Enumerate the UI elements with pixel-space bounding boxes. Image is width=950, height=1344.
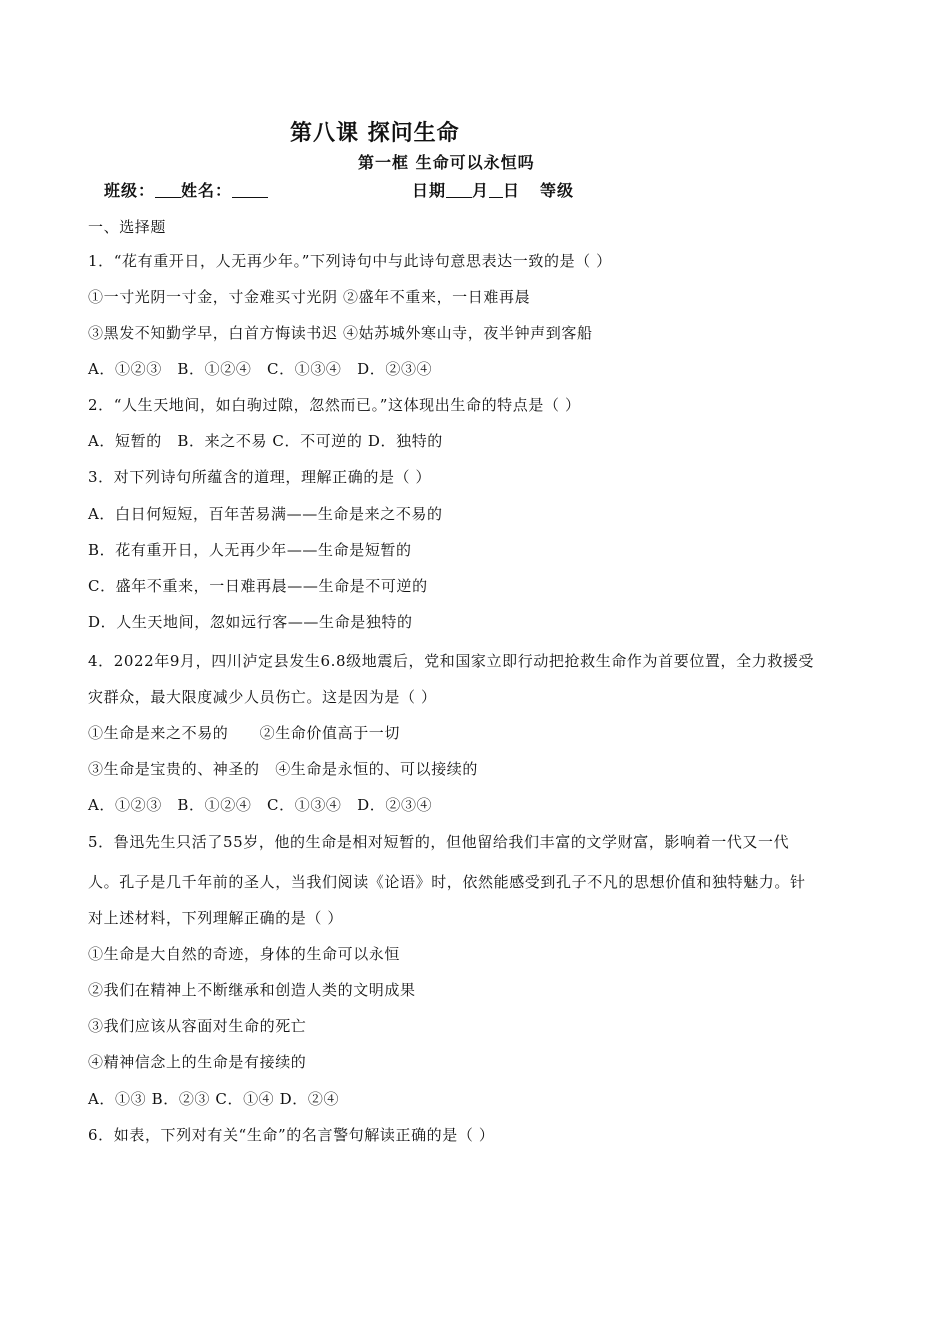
page-title: 第八课 探问生命: [290, 120, 460, 146]
question-1-statements-b: ③黑发不知勤学早，白首方悔读书迟 ④姑苏城外寒山寺，夜半钟声到客船: [88, 324, 593, 342]
date-label: 日期: [412, 181, 447, 200]
question-4-statements-b: ③生命是宝贵的、神圣的 ④生命是永恒的、可以接续的: [88, 760, 479, 778]
question-3-option-c: C．盛年不重来，一日难再晨——生命是不可逆的: [88, 577, 428, 595]
question-4-line-1: 4．2022年9月，四川泸定县发生6.8级地震后，党和国家立即行动把抢救生命作为首要位置，全力救援受: [88, 652, 815, 670]
day-label: 日: [503, 181, 521, 200]
question-3-option-d: D．人生天地间，忽如远行客——生命是独特的: [88, 613, 413, 631]
day-blank[interactable]: [489, 183, 503, 198]
month-blank[interactable]: [446, 183, 472, 198]
page-subtitle: 第一框 生命可以永恒吗: [358, 153, 535, 172]
question-1-options: A．①②③ B．①②④ C．①③④ D．②③④: [88, 360, 433, 378]
grade-label: 等级: [540, 181, 575, 200]
question-3: 3．对下列诗句所蕴含的道理，理解正确的是（ ）: [88, 468, 432, 486]
name-label: 姓名：: [181, 181, 233, 200]
question-5-statement-4: ④精神信念上的生命是有接续的: [88, 1053, 307, 1071]
question-3-option-b: B．花有重开日，人无再少年——生命是短暂的: [88, 541, 412, 559]
question-1-statements-a: ①一寸光阴一寸金，寸金难买寸光阴 ②盛年不重来，一日难再晨: [88, 288, 531, 306]
question-4-statements-a: ①生命是来之不易的 ②生命价值高于一切: [88, 724, 401, 742]
month-label: 月: [472, 181, 490, 200]
question-5-line-2: 人。孔子是几千年前的圣人，当我们阅读《论语》时，依然能感受到孔子不凡的思想价值和独特魅力。针: [88, 873, 806, 891]
class-label: 班级：: [104, 181, 156, 200]
question-6: 6．如表，下列对有关“生命”的名言警句解读正确的是（ ）: [88, 1126, 495, 1144]
question-4-options: A．①②③ B．①②④ C．①③④ D．②③④: [88, 796, 433, 814]
name-blank[interactable]: [232, 183, 268, 198]
section-heading: 一、选择题: [88, 218, 167, 236]
question-2-options: A．短暂的 B．来之不易 C．不可逆的 D．独特的: [88, 432, 443, 450]
class-blank[interactable]: [155, 183, 181, 198]
question-5-line-3: 对上述材料，下列理解正确的是（ ）: [88, 909, 343, 927]
question-5-line-1: 5．鲁迅先生只活了55岁，他的生命是相对短暂的，但他留给我们丰富的文学财富，影响着一代又一代: [88, 833, 790, 851]
question-4-line-2: 灾群众，最大限度减少人员伤亡。这是因为是（ ）: [88, 688, 437, 706]
date-grade-info: [412, 178, 574, 201]
question-3-option-a: A．白日何短短，百年苦易满——生命是来之不易的: [88, 505, 443, 523]
question-5-statement-2: ②我们在精神上不断继承和创造人类的文明成果: [88, 981, 416, 999]
student-info: [104, 178, 268, 201]
question-5-statement-3: ③我们应该从容面对生命的死亡: [88, 1017, 307, 1035]
question-5-statement-1: ①生命是大自然的奇迹，身体的生命可以永恒: [88, 945, 401, 963]
question-1: 1．“花有重开日，人无再少年。”下列诗句中与此诗句意思表达一致的是（ ）: [88, 252, 612, 270]
question-2: 2．“人生天地间，如白驹过隙，忽然而已。”这体现出生命的特点是（ ）: [88, 396, 581, 414]
question-5-options: A．①③ B．②③ C．①④ D．②④: [88, 1090, 340, 1108]
